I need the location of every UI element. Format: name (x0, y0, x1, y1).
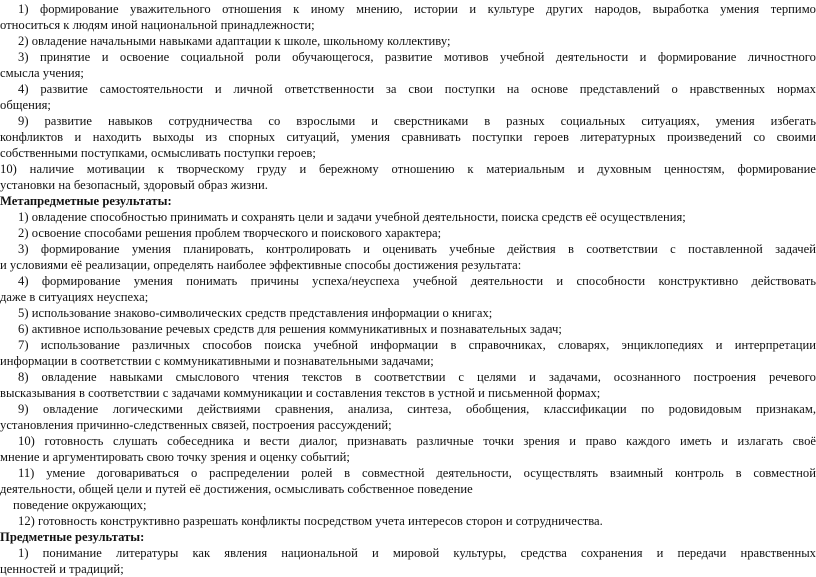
text-line: 8) овладение навыками смыслового чтения текстов в соответствии с целями и задачами, осознанного построения речевого (18, 370, 816, 384)
text-line: 2) овладение начальными навыками адаптации к школе, школьному коллективу; (18, 34, 451, 48)
text-line: смысла учения; (0, 66, 84, 80)
text-line: 1) овладение способностью принимать и сохранять цели и задачи учебной деятельности, поиска средств её осуществления; (18, 210, 686, 224)
text-line: 9) развитие навыков сотрудничества со взрослыми и сверстниками в разных социальных ситуациях, умения избегать (18, 114, 816, 128)
text-line: 3) формирование умения планировать, контролировать и оценивать учебные действия в соответствии с поставленной задачей (18, 242, 816, 256)
text-line: установления причинно-следственных связей, построения рассуждений; (0, 418, 392, 432)
text-line: ценностей и традиций; (0, 562, 124, 576)
text-line: 5) использование знаково-символических средств представления информации о книгах; (18, 306, 493, 320)
section-heading-subject: Предметные результаты: (0, 530, 145, 544)
text-line: установки на безопасный, здоровый образ жизни. (0, 178, 268, 192)
text-line: 2) освоение способами решения проблем творческого и поискового характера; (18, 226, 442, 240)
text-line: информации в соответствии с коммуникативными и познавательными задачами; (0, 354, 434, 368)
text-line: 3) принятие и освоение социальной роли обучающегося, развитие мотивов учебной деятельности и формирование личностного (18, 50, 816, 64)
text-line: 1) формирование уважительного отношения к иному мнению, истории и культуре других народов, выработка умения терпимо (18, 2, 816, 16)
text-line: высказывания в соответствии с задачами коммуникации и составления текстов в устной и письменной формах; (0, 386, 601, 400)
text-line: 10) наличие мотивации к творческому груду и бережному отношению к материальным и духовным ценностям, формирование (0, 162, 816, 176)
text-line: 7) использование различных способов поиска учебной информации в справочниках, словарях, энциклопедиях и интерпретации (18, 338, 816, 352)
text-line: собственными поступками, осмысливать поступки героев; (0, 146, 316, 160)
text-line: 10) готовность слушать собеседника и вести диалог, признавать различные точки зрения и право каждого иметь и излагать своё (18, 434, 816, 448)
text-line: общения; (0, 98, 51, 112)
text-line: и условиями её реализации, определять наиболее эффективные способы достижения результата: (0, 258, 522, 272)
text-line: даже в ситуациях неуспеха; (0, 290, 149, 304)
text-line: 11) умение договариваться о распределении ролей в совместной деятельности, осуществлять взаимный контроль в совместной (18, 466, 816, 480)
text-line: конфликтов и находить выходы из спорных ситуаций, умения сравнивать поступки героев литературных произведений со своими (0, 130, 816, 144)
text-line: поведение окружающих; (13, 498, 147, 512)
text-line: 4) развитие самостоятельности и личной ответственности за свои поступки на основе представлений о нравственных нормах (18, 82, 816, 96)
text-line: относиться к людям иной национальной принадлежности; (0, 18, 315, 32)
text-line: 6) активное использование речевых средств для решения коммуникативных и познавательных задач; (18, 322, 562, 336)
section-heading-metasubject: Метапредметные результаты: (0, 194, 172, 208)
text-line: мнение и аргументировать свою точку зрения и оценку событий; (0, 450, 350, 464)
text-line: деятельности, общей цели и путей её достижения, осмысливать собственное поведение (0, 482, 473, 496)
text-line: 4) формирование умения понимать причины успеха/неуспеха учебной деятельности и способности конструктивно действовать (18, 274, 816, 288)
text-line: 1) понимание литературы как явления национальной и мировой культуры, средства сохранения и передачи нравственных (18, 546, 816, 560)
text-line: 9) овладение логическими действиями сравнения, анализа, синтеза, обобщения, классификации по родовидовым признакам, (18, 402, 816, 416)
text-line: 12) готовность конструктивно разрешать конфликты посредством учета интересов сторон и сотрудничества. (18, 514, 603, 528)
